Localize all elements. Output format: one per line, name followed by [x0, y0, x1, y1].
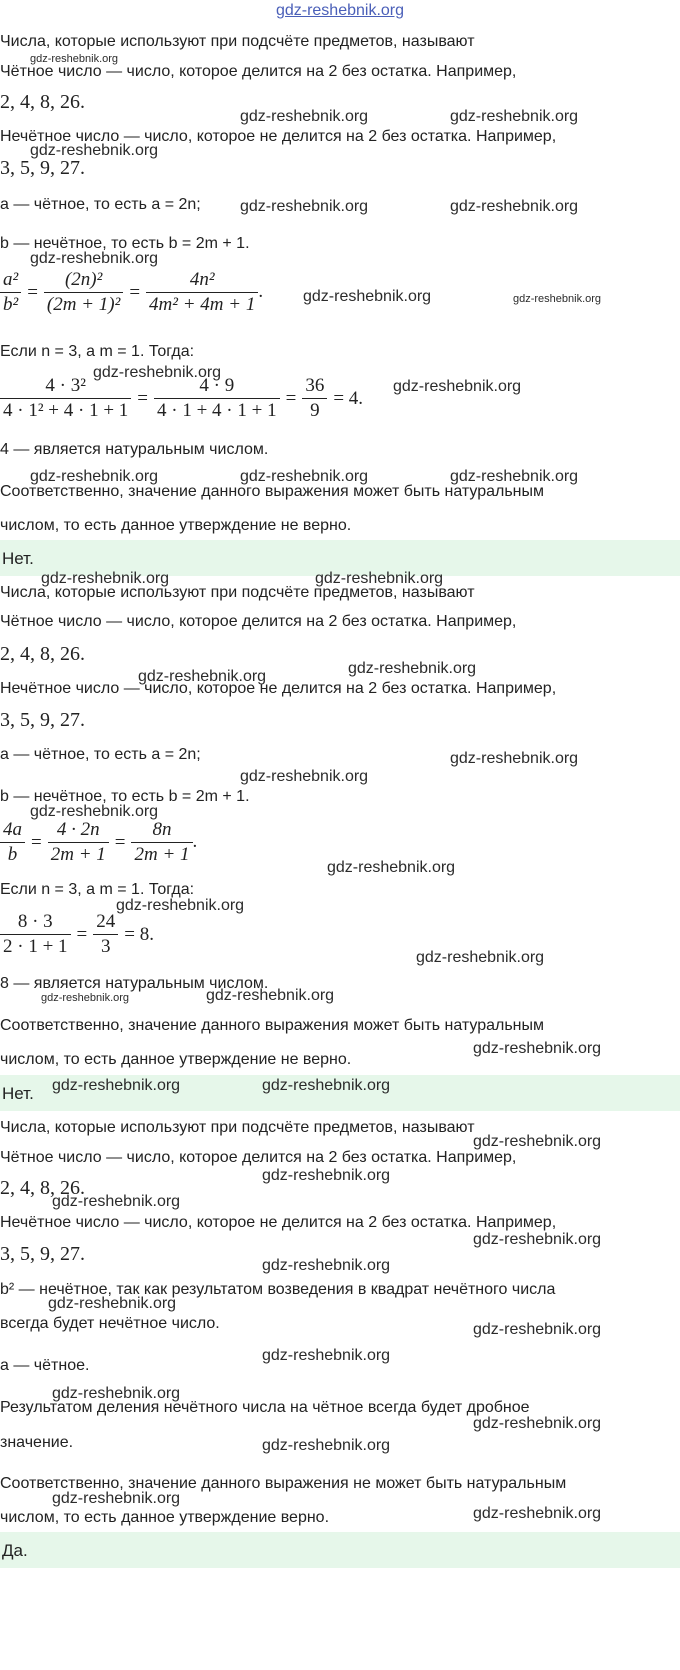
even-definition: Чётное число — число, которое делится на 2 без остатка. Например,: [0, 1149, 517, 1166]
watermark: gdz-reshebnik.org: [262, 1437, 391, 1454]
natural-number-statement: 4 — является натуральным числом.: [0, 441, 269, 458]
watermark: gdz-reshebnik.org: [240, 768, 369, 785]
site-watermark-link[interactable]: gdz-reshebnik.org: [275, 2, 405, 19]
watermark: gdz-reshebnik.org: [327, 859, 456, 876]
conclusion-line-2: числом, то есть данное утверждение не верно.: [0, 517, 352, 534]
odd-definition: Нечётное число — число, которое не делится на 2 без остатка. Например,: [0, 128, 557, 145]
watermark: gdz-reshebnik.org: [116, 897, 245, 914]
watermark: gdz-reshebnik.org: [473, 1505, 602, 1522]
answer-box: [0, 1532, 680, 1568]
watermark: gdz-reshebnik.org: [41, 570, 170, 587]
watermark: gdz-reshebnik.org: [513, 293, 602, 305]
natural-number-statement: 8 — является натуральным числом.: [0, 975, 269, 992]
division-statement-line-1: Результатом деления нечётного числа на чётное всегда будет дробное: [0, 1399, 530, 1416]
answer-text: Да.: [2, 1541, 28, 1560]
watermark: gdz-reshebnik.org: [52, 1193, 181, 1210]
formula-ratio-general: $\frac{\text{a²}}{\text{b²}}$ = $\frac{\text{(2n)²}}{\text{(2m + 1)²}}$ = $\frac{\text{4n²}}{\text{4m² + 4m + 1}}$ .: [0, 268, 263, 317]
watermark: gdz-reshebnik.org: [30, 468, 159, 485]
watermark: gdz-reshebnik.org: [262, 1257, 391, 1274]
conclusion-line-1: Соответственно, значение данного выражения не может быть натуральным: [0, 1475, 567, 1492]
watermark: gdz-reshebnik.org: [473, 1321, 602, 1338]
if-values-text: Если n = 3, а m = 1. Тогда:: [0, 343, 195, 360]
watermark: gdz-reshebnik.org: [450, 198, 579, 215]
watermark: gdz-reshebnik.org: [52, 1077, 181, 1094]
conclusion-line-1: Соответственно, значение данного выражения может быть натуральным: [0, 1017, 545, 1034]
even-definition: Чётное число — число, которое делится на 2 без остатка. Например,: [0, 63, 517, 80]
watermark: gdz-reshebnik.org: [93, 364, 222, 381]
if-values-text: Если n = 3, а m = 1. Тогда:: [0, 881, 195, 898]
watermark: gdz-reshebnik.org: [416, 949, 545, 966]
formula-4a-over-b-substituted: $\frac{8 \cdot 3}{2 \cdot 1 + 1}$ = $\frac{24}{3}$ = 8.: [0, 910, 160, 959]
watermark: gdz-reshebnik.org: [450, 750, 579, 767]
conclusion-line-2: числом, то есть данное утверждение верно.: [0, 1509, 330, 1526]
watermark: gdz-reshebnik.org: [30, 250, 159, 267]
watermark: gdz-reshebnik.org: [473, 1133, 602, 1150]
watermark: gdz-reshebnik.org: [30, 142, 159, 159]
answer-text: Нет.: [2, 549, 34, 568]
odd-definition: Нечётное число — число, которое не делится на 2 без остатка. Например,: [0, 1214, 557, 1231]
watermark: gdz-reshebnik.org: [450, 468, 579, 485]
watermark: gdz-reshebnik.org: [473, 1040, 602, 1057]
watermark: gdz-reshebnik.org: [473, 1415, 602, 1432]
odd-definition: Нечётное число — число, которое не делится на 2 без остатка. Например,: [0, 680, 557, 697]
even-examples: 2, 4, 8, 26.: [0, 91, 85, 113]
watermark: gdz-reshebnik.org: [240, 198, 369, 215]
a-even-statement: a — чётное, то есть a = 2n;: [0, 746, 201, 763]
watermark: gdz-reshebnik.org: [52, 1385, 181, 1402]
watermark: gdz-reshebnik.org: [52, 1490, 181, 1507]
even-examples: 2, 4, 8, 26.: [0, 643, 85, 665]
watermark: gdz-reshebnik.org: [240, 468, 369, 485]
watermark: gdz-reshebnik.org: [262, 1347, 391, 1364]
watermark: gdz-reshebnik.org: [262, 1167, 391, 1184]
conclusion-line-1: Соответственно, значение данного выражения может быть натуральным: [0, 483, 545, 500]
watermark: gdz-reshebnik.org: [473, 1231, 602, 1248]
answer-text: Нет.: [2, 1084, 34, 1103]
intro-text: Числа, которые используют при подсчёте предметов, называют: [0, 33, 475, 50]
b-squared-statement-line-1: b² — нечётное, так как результатом возведения в квадрат нечётного числа: [0, 1281, 556, 1298]
odd-examples: 3, 5, 9, 27.: [0, 157, 85, 179]
even-definition: Чётное число — число, которое делится на 2 без остатка. Например,: [0, 613, 517, 630]
watermark: gdz-reshebnik.org: [393, 378, 522, 395]
b-odd-statement: b — нечётное, то есть b = 2m + 1.: [0, 788, 250, 805]
watermark: gdz-reshebnik.org: [240, 108, 369, 125]
odd-examples: 3, 5, 9, 27.: [0, 709, 85, 731]
watermark: gdz-reshebnik.org: [348, 660, 477, 677]
watermark: gdz-reshebnik.org: [30, 803, 159, 820]
formula-4a-over-b: $\frac{4a}{b}$ = $\frac{4 \cdot 2n}{2m + 1}$ = $\frac{8n}{2m + 1}$ .: [0, 818, 197, 867]
watermark: gdz-reshebnik.org: [450, 108, 579, 125]
b-odd-statement: b — нечётное, то есть b = 2m + 1.: [0, 235, 250, 252]
intro-text: Числа, которые используют при подсчёте предметов, называют: [0, 1119, 475, 1136]
conclusion-line-2: числом, то есть данное утверждение не верно.: [0, 1051, 352, 1068]
a-even-statement: a — чётное.: [0, 1357, 90, 1374]
a-even-statement: a — чётное, то есть a = 2n;: [0, 196, 201, 213]
odd-examples: 3, 5, 9, 27.: [0, 1243, 85, 1265]
watermark: gdz-reshebnik.org: [303, 288, 432, 305]
division-statement-line-2: значение.: [0, 1434, 74, 1451]
watermark: gdz-reshebnik.org: [206, 987, 335, 1004]
watermark: gdz-reshebnik.org: [138, 668, 267, 685]
watermark: gdz-reshebnik.org: [315, 570, 444, 587]
watermark: gdz-reshebnik.org: [48, 1295, 177, 1312]
formula-ratio-substituted: $\frac{\text{4 · 3²}}{\text{4 · 1² + 4 · 1 + 1}}$ = $\frac{4 \cdot 9}{4 \cdot 1 + 4 \cdot 1 + 1}$ = $\frac{36}{9}$ = 4.: [0, 374, 369, 423]
watermark: gdz-reshebnik.org: [30, 53, 119, 65]
b-squared-statement-line-2: всегда будет нечётное число.: [0, 1315, 220, 1332]
even-examples: 2, 4, 8, 26.: [0, 1177, 85, 1199]
watermark: gdz-reshebnik.org: [262, 1077, 391, 1094]
intro-text: Числа, которые используют при подсчёте предметов, называют: [0, 584, 475, 601]
watermark: gdz-reshebnik.org: [41, 992, 130, 1004]
